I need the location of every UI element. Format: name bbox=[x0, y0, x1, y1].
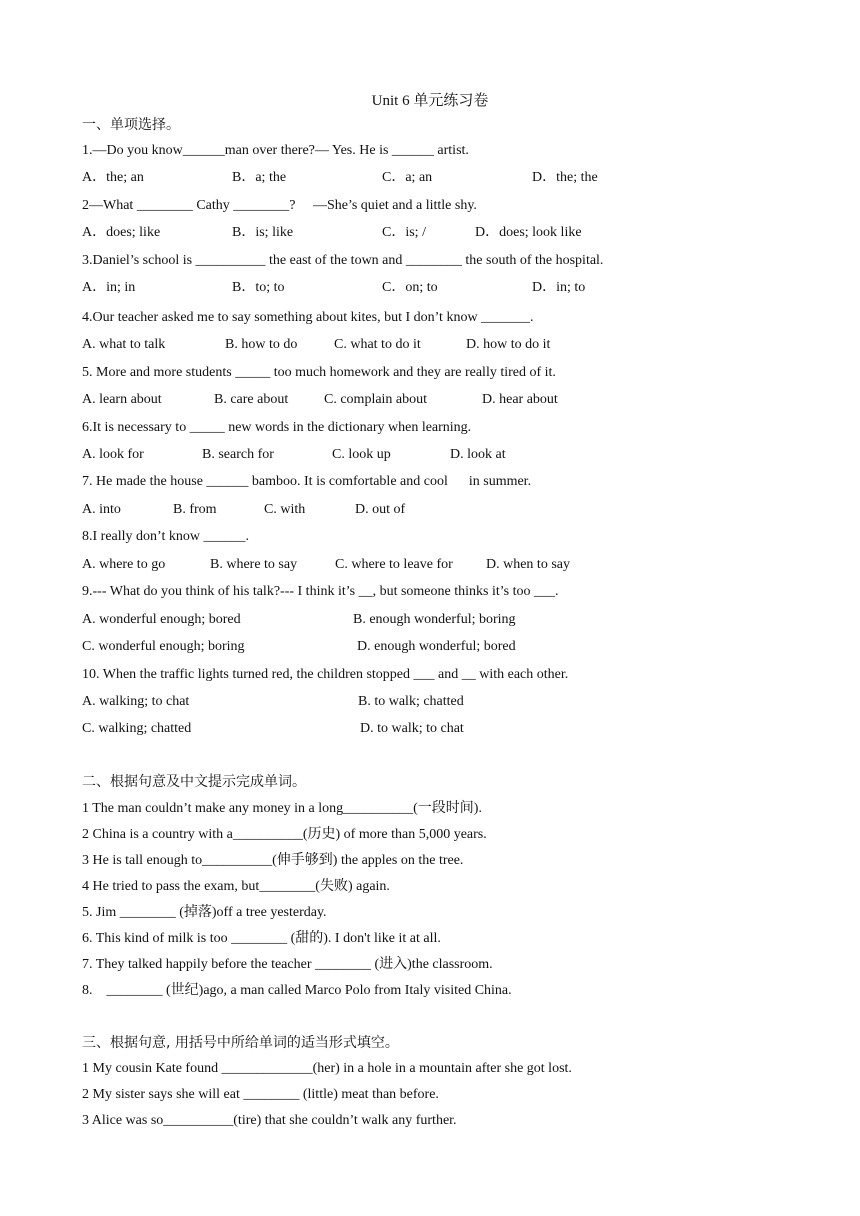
q7-option-b: B. from bbox=[173, 502, 217, 517]
q8-option-a: A. where to go bbox=[82, 557, 166, 572]
q3-option-c: C．on; to bbox=[382, 280, 438, 295]
question-8-stem: 8.I really don’t know ______. bbox=[82, 529, 249, 544]
question-1-stem: 1.—Do you know______man over there?— Yes. He is ______ artist. bbox=[82, 143, 469, 158]
q1-option-a: A．the; an bbox=[82, 170, 144, 185]
q10-option-b: B. to walk; chatted bbox=[358, 694, 464, 709]
q1-option-d: D．the; the bbox=[532, 170, 598, 185]
q8-option-b: B. where to say bbox=[210, 557, 298, 572]
q7-option-c: C. with bbox=[264, 502, 306, 517]
q4-option-d: D. how to do it bbox=[466, 337, 551, 352]
q5-option-c: C. complain about bbox=[324, 392, 428, 407]
q10-option-d: D. to walk; to chat bbox=[360, 721, 464, 736]
q4-option-a: A. what to talk bbox=[82, 337, 166, 352]
q3-option-b: B．to; to bbox=[232, 280, 285, 295]
question-6-stem: 6.It is necessary to _____ new words in the dictionary when learning. bbox=[82, 420, 472, 435]
q7-option-d: D. out of bbox=[355, 502, 406, 517]
q6-option-a: A. look for bbox=[82, 447, 144, 462]
section2-item: 1 The man couldn’t make any money in a long__________(一段时间). bbox=[82, 801, 482, 816]
question-3-stem: 3.Daniel’s school is __________ the east of the town and ________ the south of the hospital. bbox=[82, 253, 604, 268]
section2-item: 7. They talked happily before the teacher ________ (进入)the classroom. bbox=[82, 957, 493, 972]
section2-heading: 二、根据句意及中文提示完成单词。 bbox=[82, 774, 306, 790]
q2-option-d: D．does; look like bbox=[475, 225, 582, 240]
q4-option-b: B. how to do bbox=[225, 337, 298, 352]
section2-item: 3 He is tall enough to__________(伸手够到) the apples on the tree. bbox=[82, 853, 464, 868]
question-5-stem: 5. More and more students _____ too much homework and they are really tired of it. bbox=[82, 365, 556, 380]
q5-option-d: D. hear about bbox=[482, 392, 558, 407]
q3-option-d: D．in; to bbox=[532, 280, 586, 295]
q2-option-b: B．is; like bbox=[232, 225, 294, 240]
section3-heading: 三、根据句意, 用括号中所给单词的适当形式填空。 bbox=[82, 1035, 399, 1051]
q9-option-c: C. wonderful enough; boring bbox=[82, 639, 245, 654]
question-4-stem: 4.Our teacher asked me to say something about kites, but I don’t know _______. bbox=[82, 310, 534, 325]
q9-option-b: B. enough wonderful; boring bbox=[353, 612, 516, 627]
q2-option-a: A．does; like bbox=[82, 225, 161, 240]
q9-option-a: A. wonderful enough; bored bbox=[82, 612, 241, 627]
q2-option-c: C．is; / bbox=[382, 225, 426, 240]
section3-item: 3 Alice was so__________(tire) that she couldn’t walk any further. bbox=[82, 1113, 457, 1128]
question-9-stem: 9.--- What do you think of his talk?--- I think it’s __, but someone thinks it’s too ___. bbox=[82, 584, 559, 599]
q6-option-d: D. look at bbox=[450, 447, 506, 462]
section2-item: 4 He tried to pass the exam, but________(失败) again. bbox=[82, 879, 390, 894]
section1-heading: 一、单项选择。 bbox=[82, 117, 180, 133]
question-7-stem: 7. He made the house ______ bamboo. It is comfortable and cool in summer. bbox=[82, 474, 532, 489]
q8-option-c: C. where to leave for bbox=[335, 557, 453, 572]
section2-item: 5. Jim ________ (掉落)off a tree yesterday. bbox=[82, 905, 327, 920]
q3-option-a: A．in; in bbox=[82, 280, 136, 295]
section3-item: 2 My sister says she will eat ________ (little) meat than before. bbox=[82, 1087, 439, 1102]
q4-option-c: C. what to do it bbox=[334, 337, 421, 352]
q1-option-c: C．a; an bbox=[382, 170, 433, 185]
q6-option-c: C. look up bbox=[332, 447, 391, 462]
q5-option-b: B. care about bbox=[214, 392, 289, 407]
page-title: Unit 6 单元练习卷 bbox=[371, 93, 489, 109]
section3-item: 1 My cousin Kate found _____________(her) in a hole in a mountain after she got lost. bbox=[82, 1061, 572, 1076]
q5-option-a: A. learn about bbox=[82, 392, 162, 407]
q6-option-b: B. search for bbox=[202, 447, 274, 462]
q7-option-a: A. into bbox=[82, 502, 121, 517]
section2-item: 8. ________ (世纪)ago, a man called Marco Polo from Italy visited China. bbox=[82, 983, 512, 998]
question-2-stem: 2—What ________ Cathy ________? —She’s quiet and a little shy. bbox=[82, 198, 477, 213]
section2-item: 6. This kind of milk is too ________ (甜的). I don't like it at all. bbox=[82, 931, 441, 946]
q9-option-d: D. enough wonderful; bored bbox=[357, 639, 516, 654]
q8-option-d: D. when to say bbox=[486, 557, 570, 572]
section2-item: 2 China is a country with a__________(历史) of more than 5,000 years. bbox=[82, 827, 487, 842]
q10-option-a: A. walking; to chat bbox=[82, 694, 190, 709]
q1-option-b: B．a; the bbox=[232, 170, 287, 185]
question-10-stem: 10. When the traffic lights turned red, the children stopped ___ and __ with each other. bbox=[82, 667, 569, 682]
q10-option-c: C. walking; chatted bbox=[82, 721, 192, 736]
